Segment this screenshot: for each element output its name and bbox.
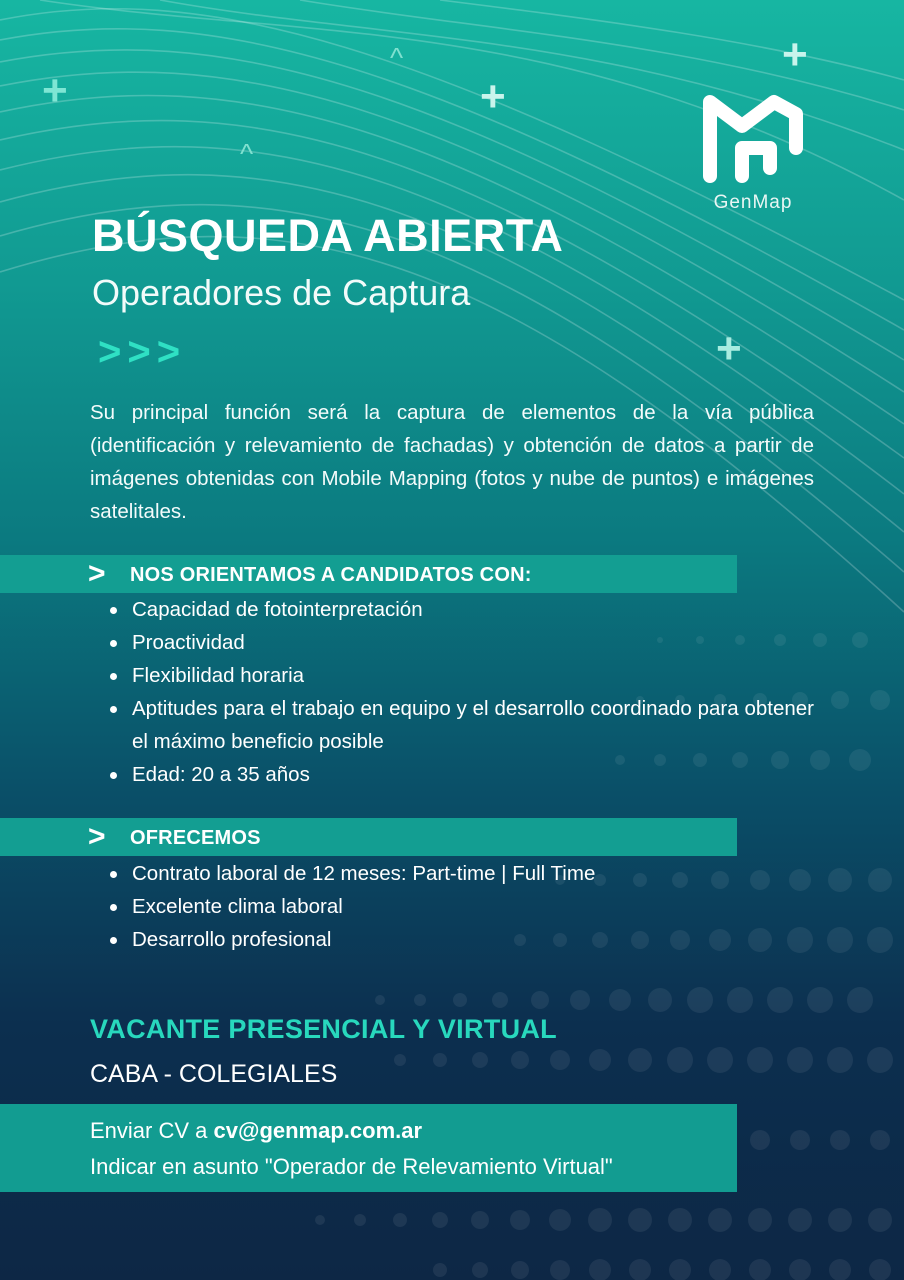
chevron-right-icon: > [88,820,106,853]
requirements-header [0,555,737,593]
contact-email-link[interactable]: cv@genmap.com.ar [213,1118,423,1143]
plus-icon: + [42,66,68,115]
requirements-heading: NOS ORIENTAMOS A CANDIDATOS CON: [130,564,532,586]
plus-icon: + [716,324,742,373]
requirements-list [132,593,814,791]
contact-send-prefix: Enviar CV a [90,1118,208,1143]
offer-heading: OFRECEMOS [130,827,261,849]
contact-subject-line: Indicar en asunto "Operador de Relevamiento Virtual" [90,1154,613,1179]
logo-text: GenMap [713,192,793,213]
list-item: Desarrollo profesional [132,923,814,956]
list-item: Capacidad de fotointerpretación [132,593,814,626]
vacancy-title: VACANTE PRESENCIAL Y VIRTUAL [90,1014,557,1044]
plus-icon: + [480,72,506,121]
offer-list [132,857,814,956]
chevron-right-icon: > [88,557,106,590]
list-item: Excelente clima laboral [132,890,814,923]
list-item: Contrato laboral de 12 meses: Part-time | Full Time [132,857,814,890]
vacancy-location: CABA - COLEGIALES [90,1060,338,1088]
intro-paragraph: Su principal función será la captura de elementos de la vía pública (identificación y relevamiento de fachadas) y obtención de datos a partir de imágenes obtenidas con Mobile Mapping (fotos y nube de puntos) e imágenes satelitales. [90,401,814,523]
genmap-logo [698,88,808,218]
genmap-logo-icon [700,88,806,184]
list-item: Edad: 20 a 35 años [132,758,814,791]
caret-icon: ^ [390,42,404,73]
list-item: Flexibilidad horaria [132,659,814,692]
list-item: Aptitudes para el trabajo en equipo y el desarrollo coordinado para obtener el máximo beneficio posible [132,692,814,758]
contact-banner [0,1104,737,1192]
contact-send-line [90,1118,422,1144]
triple-chevron-icon: >>> [98,330,187,374]
list-item: Proactividad [132,626,814,659]
caret-icon: ^ [240,138,254,169]
offer-header [0,818,737,856]
page-subtitle: Operadores de Captura [92,272,471,313]
plus-icon: + [782,30,808,79]
page-title: BÚSQUEDA ABIERTA [92,210,564,261]
